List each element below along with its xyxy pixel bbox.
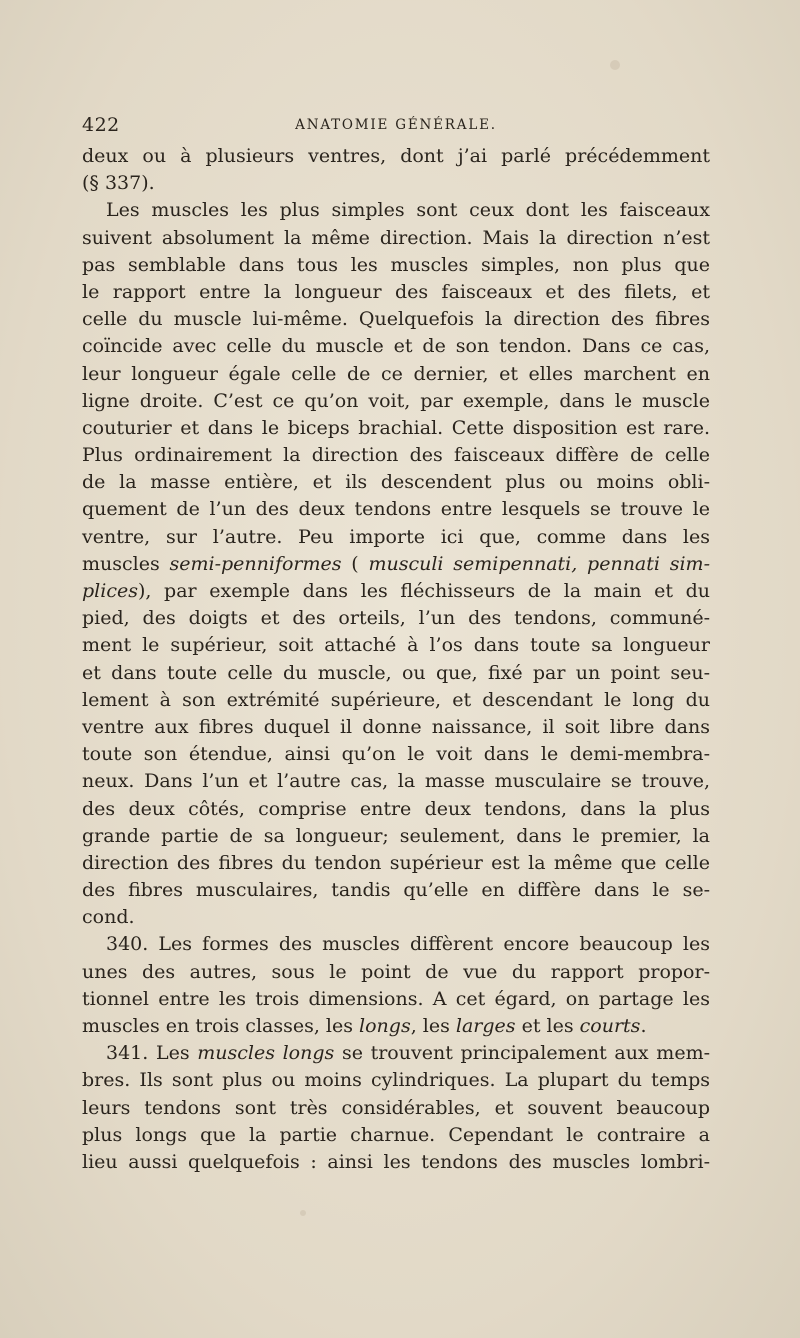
text-line: neux. Dans l’un et l’autre cas, la masse musculaire se trouve, [82, 770, 710, 793]
text-run: muscles [82, 552, 170, 575]
text-line: de la masse entière, et ils descendent plus ou moins obli- [82, 471, 710, 494]
text-line: des deux côtés, comprise entre deux tendons, dans la plus [82, 797, 710, 820]
text-line: suivent absolument la même direction. Mais la direction n’est [82, 226, 710, 249]
text-line: unes des autres, sous le point de vue du rapport propor- [82, 960, 710, 983]
italic-term: musculi semipennati, pennati sim- [368, 552, 710, 575]
italic-term: semi-penniformes [169, 552, 342, 575]
text-run: muscles en trois classes, les [82, 1015, 360, 1037]
italic-term: larges [455, 1015, 516, 1037]
text-line: quement de l’un des deux tendons entre lesquels se trouve le [82, 498, 710, 521]
italic-term: longs [359, 1015, 411, 1037]
text-run: 341. Les [106, 1042, 198, 1065]
text-line: le rapport entre la longueur des faisceaux et des filets, et [82, 280, 710, 303]
italic-term: courts [579, 1015, 641, 1037]
text-run: ( [341, 552, 369, 575]
text-run: se trouvent principalement aux mem- [334, 1042, 711, 1065]
text-line-mixed [82, 1013, 710, 1040]
body-text [82, 143, 710, 1176]
text-line: ment le supérieur, soit attaché à l’os dans toute sa longueur [82, 634, 710, 657]
text-line: ventre, sur l’autre. Peu importe ici que, comme dans les [82, 525, 710, 548]
text-line: deux ou à plusieurs ventres, dont j’ai parlé précédemment [82, 145, 710, 167]
paragraph-start-line: 340. Les formes des muscles diffèrent encore beaucoup les [106, 933, 710, 956]
text-line: (§ 337). [82, 172, 155, 195]
text-line: et dans toute celle du muscle, ou que, fixé par un point seu- [82, 661, 710, 684]
text-line: direction des fibres du tendon supérieur est la même que celle [82, 851, 710, 874]
text-line: tionnel entre les trois dimensions. A cet égard, on partage les [82, 987, 710, 1010]
text-line-mixed [82, 551, 710, 578]
text-line: leur longueur égale celle de ce dernier, et elles marchent en [82, 362, 710, 385]
text-line: plus longs que la partie charnue. Cependant le contraire a [82, 1123, 710, 1146]
running-head: ANATOMIE GÉNÉRALE. [295, 117, 497, 133]
text-line: couturier et dans le biceps brachial. Cette disposition est rare. [82, 416, 710, 439]
text-line: bres. Ils sont plus ou moins cylindriques. La plupart du temps [82, 1069, 710, 1092]
text-line: lieu aussi quelquefois : ainsi les tendons des muscles lombri- [82, 1150, 710, 1173]
paragraph-start-line [82, 1040, 710, 1067]
page-number: 422 [82, 114, 120, 136]
text-line: grande partie de sa longueur; seulement, dans le premier, la [82, 824, 710, 847]
text-line: pas semblable dans tous les muscles simples, non plus que [82, 253, 710, 276]
text-line: Plus ordinairement la direction des faisceaux diffère de celle [82, 444, 710, 467]
text-line: cond. [82, 906, 135, 929]
text-run: . [640, 1015, 647, 1037]
text-line: toute son étendue, ainsi qu’on le voit dans le demi-membra- [82, 743, 710, 766]
text-line: lement à son extrémité supérieure, et descendant le long du [82, 688, 710, 711]
text-line: pied, des doigts et des orteils, l’un des tendons, communé- [82, 607, 710, 630]
page-header [82, 114, 710, 138]
italic-term: muscles longs [197, 1042, 335, 1065]
text-line: celle du muscle lui-même. Quelquefois la direction des fibres [82, 308, 710, 331]
text-run: et les [515, 1015, 580, 1037]
paragraph-start-line: Les muscles les plus simples sont ceux dont les faisceaux [106, 199, 710, 222]
text-line: ligne droite. C’est ce qu’on voit, par exemple, dans le muscle [82, 389, 710, 412]
text-line: ventre aux fibres duquel il donne naissance, il soit libre dans [82, 715, 710, 738]
text-line: coïncide avec celle du muscle et de son tendon. Dans ce cas, [82, 335, 710, 358]
text-line: des fibres musculaires, tandis qu’elle en diffère dans le se- [82, 879, 710, 902]
italic-term: plices [82, 580, 138, 602]
paper-stain [300, 1210, 306, 1216]
text-line: leurs tendons sont très considérables, et souvent beaucoup [82, 1096, 710, 1119]
paper-stain [610, 60, 620, 70]
text-line-mixed [82, 578, 710, 605]
text-run: ), par exemple dans les fléchisseurs de la main et du [137, 580, 710, 602]
text-run: , les [410, 1015, 456, 1037]
